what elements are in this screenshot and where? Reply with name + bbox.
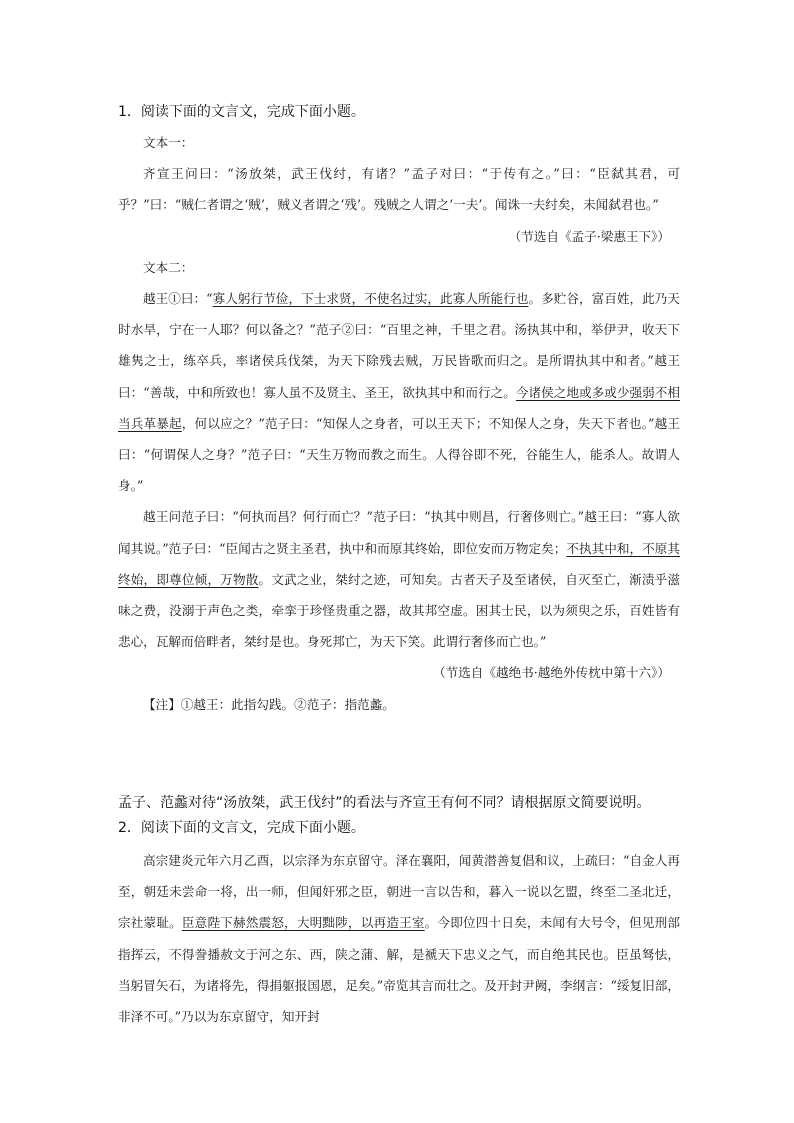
underlined-sentence-4: 臣意陛下赫然震怒，大明黜陟，以再造王室 xyxy=(181,915,425,931)
text-one-block xyxy=(118,127,680,720)
text-one-label: 文本一： xyxy=(143,135,194,150)
question-1-prompt xyxy=(118,788,680,819)
text-two-label: 文本二： xyxy=(143,259,194,275)
text-one-source: （节选自《孟子·梁惠王下》） xyxy=(508,228,670,244)
question-2-title: 2．阅读下面的文言文，完成下面小题。 xyxy=(118,820,365,836)
text-two-paragraph-1: 越王①曰：“寡人躬行节俭，下士求贤，不使名过实，此寡人所能行也。多贮谷，富百姓，此乃天时水旱，宁在一人耶？何以备之？”范子②曰：“百里之神，千里之君。汤执其中和，举伊尹，收天下雄隽之士，练卒兵，率诸侯兵伐桀，为天下除残去贼，万民皆歌而归之。是所谓执其中和者。”越王曰：“善哉，中和所致也！寡人虽不及贤主、圣王，欲执其中和而行之。今诸侯之地或多或少强弱不相当兵革暴起，何以应之？”范子曰：“知保人之身者，可以王天下；不知保人之身，失天下者也。”越王曰：“何谓保人之身？”范子曰：“天生万物而教之而生。人得谷即不死，谷能生人，能杀人。故谓人身。” xyxy=(118,291,680,494)
question-1-question: 孟子、范蠡对待“汤放桀，武王伐纣”的看法与齐宣王有何不同？请根据原文简要说明。 xyxy=(118,795,651,811)
question-1-stem xyxy=(118,101,680,123)
underlined-sentence-3: 不执其中和，不原其终始，即尊位倾，万物散 xyxy=(118,540,681,587)
text-two-source: （节选自《越绝书·越绝外传枕中第十六》） xyxy=(433,665,670,681)
underlined-sentence-1: 寡人躬行节俭，下士求贤，不使名过实，此寡人所能行也 xyxy=(212,291,529,307)
question-2-paragraph: 高宗建炎元年六月乙酉，以宗泽为东京留守。泽在襄阳，闻黄潜善复倡和议，上疏曰：“自金人再至，朝廷未尝命一将，出一师，但闻奸邪之臣，朝进一言以告和，暮入一说以乞盟，终至二圣北迁，宗社蒙耻。臣意陛下赫然震怒，大明黜陟，以再造王室。今即位四十日矣，未闻有大号令，但见刑部指挥云，不得誊播赦文于河之东、西，陕之蒲、解，是褫天下忠义之气，而自绝其民也。臣虽驽怯，当躬冒矢石，为诸将先，得捐躯报国恩，足矣。”帝览其言而壮之。及开封尹阙，李纲言：“绥复旧部，非泽不可。”乃以为东京留守，知开封 xyxy=(118,853,681,1025)
question-2-passage xyxy=(118,845,680,1032)
text-one-paragraph: 齐宣王问曰：“汤放桀，武王伐纣，有诸？”孟子对曰：“于传有之。”曰：“臣弑其君，可乎？”曰：“贼仁者谓之‘贼’，贼义者谓之‘残’。残贼之人谓之‘一夫’。闻诛一夫纣矣，未闻弑君也。” xyxy=(118,166,680,213)
text-two-paragraph-2: 越王问范子曰：“何执而昌？何行而亡？”范子曰：“执其中则昌，行奢侈则亡。”越王曰：“寡人欲闻其说。”范子曰：“臣闻古之贤主圣君，执中和而原其终始，即位安而万物定矣；不执其中和，不原其终始，即尊位倾，万物散。文武之业，桀纣之迹，可知矣。古者天子及至诸侯，自灭至亡，渐渍乎滋味之费，没溺于声色之类，牵挛于珍怪贵重之器，故其邦空虚。困其士民，以为须臾之乐，百姓皆有悲心，瓦解而倍畔者，桀纣是也。身死邦亡，为天下笑。此谓行奢侈而亡也。” xyxy=(118,509,681,650)
question-1-title: 1．阅读下面的文言文，完成下面小题。 xyxy=(118,104,365,120)
annotation-note: 【注】①越王：此指勾践。②范子：指范蠡。 xyxy=(143,696,395,712)
question-2-stem xyxy=(118,817,680,839)
underlined-sentence-2: 今诸侯之地或多或少强弱不相当兵革暴起 xyxy=(118,384,680,431)
